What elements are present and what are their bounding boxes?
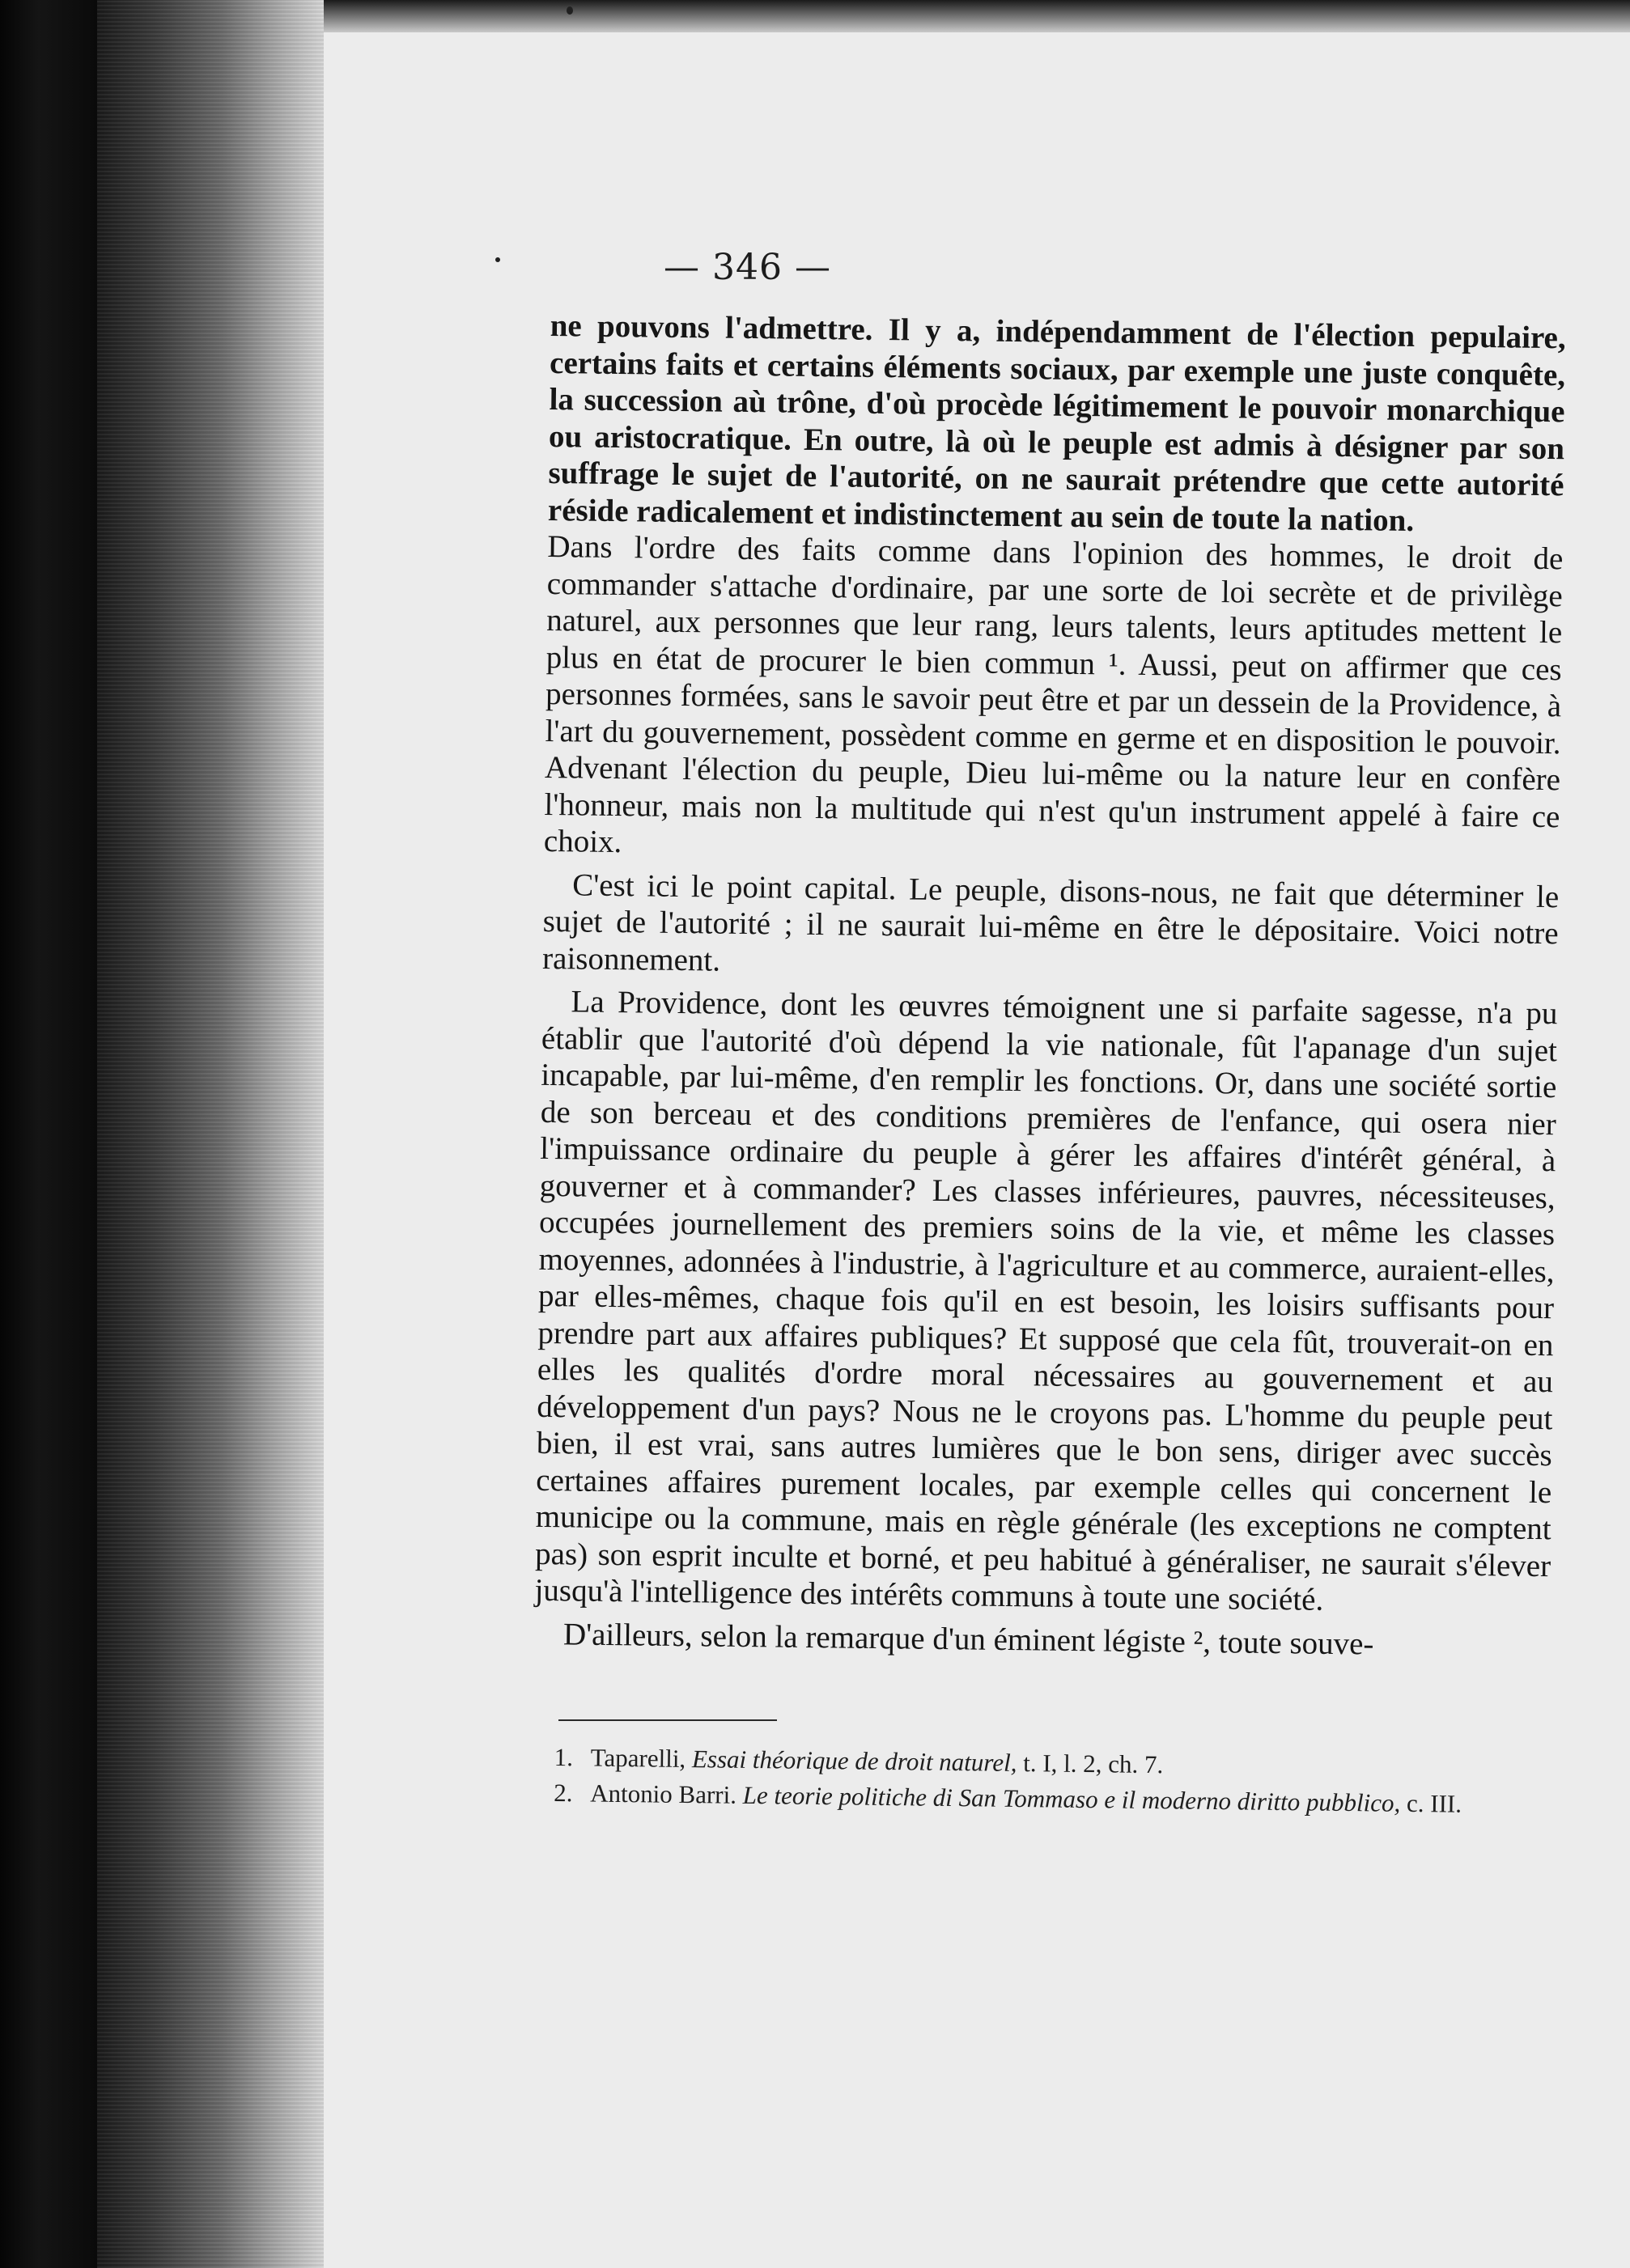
footnote-2-title: Le teorie politiche di San Tommaso e il moderno diritto pubblico, <box>742 1780 1401 1817</box>
footnote-rule <box>558 1719 777 1721</box>
footnote-1-title: Essai théorique de droit naturel, <box>691 1744 1017 1777</box>
page-stack-edge <box>97 0 324 2268</box>
paragraph-3: C'est ici le point capital. Le peuple, disons-nous, ne fait que déterminer le sujet de l'autorité ; il ne saurait lui-même en être le dépositaire. Voici notre raisonnement. <box>541 867 1560 978</box>
footnote-1-ref: t. I, l. 2, ch. 7. <box>1022 1749 1164 1779</box>
paragraph-4: La Providence, dont les œuvres témoignent une si parfaite sagesse, n'a pu établir que l'autorité d'où dépend la vie nationale, fût l'apanage d'un sujet incapable, par lui-même, d'en remplir les fonctions. Or, dans une société sortie de son berceau et des conditions premières de l'enfance, qui osera nier l'impuissance ordinaire du peuple à gérer les affaires d'intérêt général, à gouverner et à commander? Les classes inférieures, pauvres, nécessiteuses, occupées journellement des premiers soins de la vie, et même les classes moyennes, adonnées à l'industrie, à l'agriculture et au commerce, auraient-elles, par elles-mêmes, chaque fois qu'il en est besoin, les loisirs suffisants pour prendre part aux affaires publiques? Et supposé que cela fût, trouverait-on en elles les qualités d'ordre moral nécessaires au gouvernement et au développement d'un pays? Nous ne le croyons pas. L'homme du peuple peut bien, il est vrai, sans autres lumières que le bon sens, diriger avec succès certaines affaires purement locales, par exemple celles qui concernent le municipe ou la commune, mais en règle générale (les exceptions ne comptent pas) son esprit inculte et borné, et peu habitué à généraliser, ne saurait s'élever jusqu'à l'intelligence des intérêts communs à toute une société. <box>534 984 1558 1617</box>
footnote-1-author: Taparelli, <box>590 1743 686 1773</box>
footnote-1-number: 1. <box>554 1742 574 1772</box>
paragraph-1: ne pouvons l'admettre. Il y a, indépendamment de l'élection pepulaire, certains faits et certains éléments sociaux, par exemple une juste conquête, la succession aù trône, d'où procède légitimement le pouvoir monarchique ou aristocratique. En outre, là où le peuple est admis à désigner par son suffrage le sujet de l'autorité, on ne saurait prétendre que cette autorité réside radicalement et indistinctement au sein de toute la nation. <box>547 307 1566 538</box>
footnote-2-number: 2. <box>553 1778 573 1808</box>
book-binding-shadow <box>0 0 97 2268</box>
paragraph-5: D'ailleurs, selon la remarque d'un éminent légiste ², toute souve- <box>562 1616 1374 1662</box>
paragraph-2: Dans l'ordre des faits comme dans l'opinion des hommes, le droit de commander s'attache d'ordinaire, par une sorte de loi secrète et de privilège naturel, aux personnes que leur rang, leurs talents, leurs aptitudes mettent le plus en état de procurer le bien commun ¹. Aussi, peut on affirmer que ces personnes formées, sans le savoir peut être et par un dessein de la Providence, à l'art du gouvernement, possèdent comme en germe et en disposition le pouvoir. Advenant l'élection du peuple, Dieu lui-même ou la nature leur en confère l'honneur, mais non la multitude qui n'est qu'un instrument appelé à faire ce choix. <box>543 528 1564 860</box>
footnotes <box>554 1740 1526 1823</box>
footnote-2-author: Antonio Barri. <box>589 1778 737 1809</box>
page-number: — 346 — <box>664 247 831 288</box>
scan-speck <box>495 257 500 262</box>
body-text <box>534 307 1566 1664</box>
footnote-2-ref: c. III. <box>1406 1788 1462 1818</box>
scan-speck <box>567 6 573 15</box>
